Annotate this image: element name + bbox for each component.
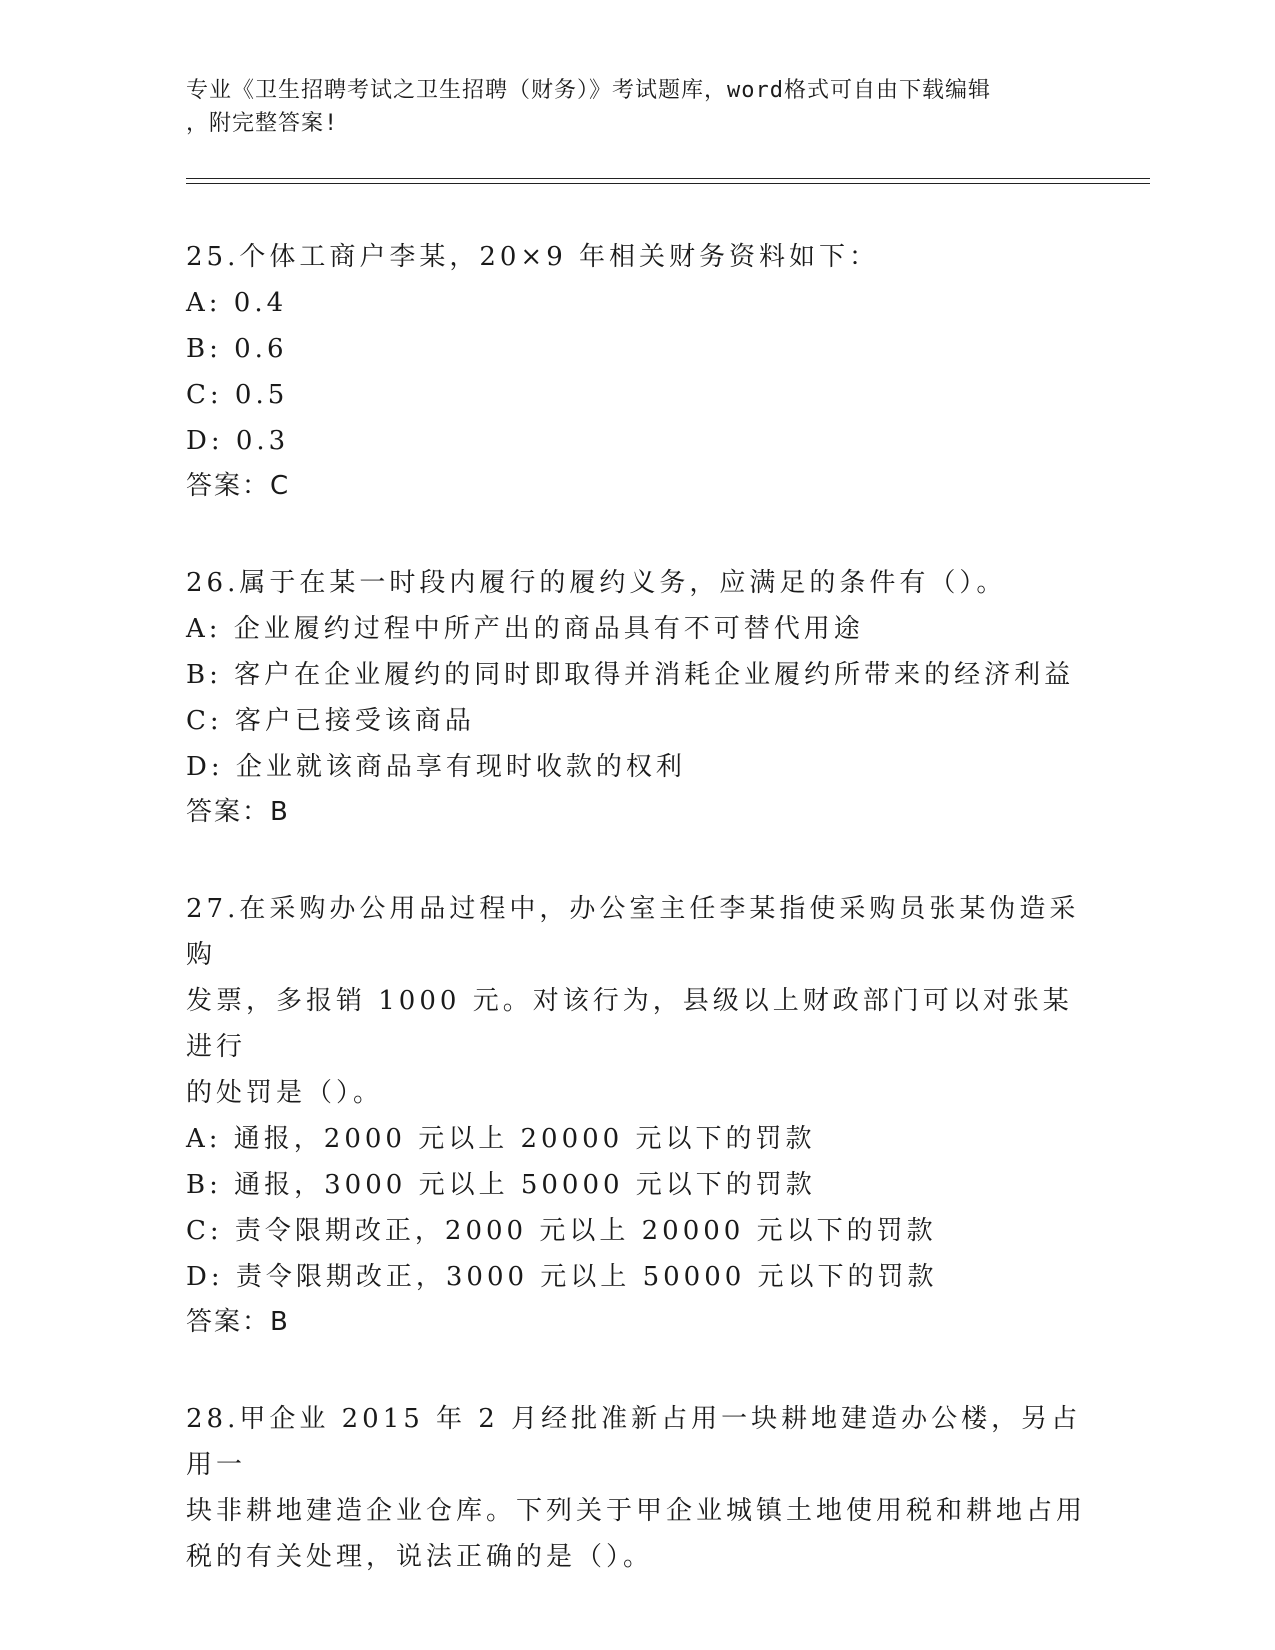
option-c: C: 0.5	[186, 380, 289, 410]
option-c: C: 责令限期改正，2000 元以上 20000 元以下的罚款	[186, 1216, 937, 1246]
option-c: C: 客户已接受该商品	[186, 706, 475, 736]
option-d: D: 企业就该商品享有现时收款的权利	[186, 752, 686, 782]
question-list	[186, 234, 1086, 1632]
header-line-2: ，附完整答案!	[186, 111, 339, 136]
option-d: D: 0.3	[186, 426, 290, 456]
question-stem	[186, 1396, 1086, 1580]
question-stem-line: 发票，多报销 1000 元。对该行为，县级以上财政部门可以对张某进行	[186, 986, 1073, 1062]
header-line-1: 专业《卫生招聘考试之卫生招聘（财务）》考试题库，word格式可自由下载编辑	[186, 78, 991, 103]
document-header	[186, 74, 1066, 140]
question-28	[186, 1396, 1086, 1580]
question-stem	[186, 234, 1086, 280]
question-stem-line: 26.属于在某一时段内履行的履约义务，应满足的条件有（）。	[186, 568, 1007, 598]
option-b: B: 0.6	[186, 334, 288, 364]
question-stem	[186, 560, 1086, 606]
answer-line: 答案：B	[186, 797, 290, 827]
option-a: A: 通报，2000 元以上 20000 元以下的罚款	[186, 1124, 816, 1154]
question-27	[186, 886, 1086, 1344]
question-25	[186, 234, 1086, 508]
option-b: B: 通报，3000 元以上 50000 元以下的罚款	[186, 1170, 816, 1200]
header-divider-bottom	[186, 183, 1150, 184]
option-a: A: 企业履约过程中所产出的商品具有不可替代用途	[186, 614, 864, 644]
question-stem-line: 税的有关处理，说法正确的是（）。	[186, 1542, 654, 1572]
option-b: B: 客户在企业履约的同时即取得并消耗企业履约所带来的经济利益	[186, 660, 1075, 690]
header-divider-top	[186, 178, 1150, 179]
answer-line: 答案：C	[186, 471, 291, 501]
question-stem-line: 27.在采购办公用品过程中，办公室主任李某指使采购员张某伪造采购	[186, 894, 1080, 970]
question-stem-line: 的处罚是（）。	[186, 1078, 384, 1108]
option-a: A: 0.4	[186, 288, 288, 318]
question-stem-line: 28.甲企业 2015 年 2 月经批准新占用一块耕地建造办公楼，另占用一	[186, 1404, 1082, 1480]
answer-line: 答案：B	[186, 1307, 290, 1337]
question-stem-line: 块非耕地建造企业仓库。下列关于甲企业城镇土地使用税和耕地占用	[186, 1496, 1087, 1526]
question-stem-line: 25.个体工商户李某，20×9 年相关财务资料如下：	[186, 242, 880, 272]
option-d: D: 责令限期改正，3000 元以上 50000 元以下的罚款	[186, 1262, 938, 1292]
question-stem	[186, 886, 1086, 1116]
question-26	[186, 560, 1086, 834]
